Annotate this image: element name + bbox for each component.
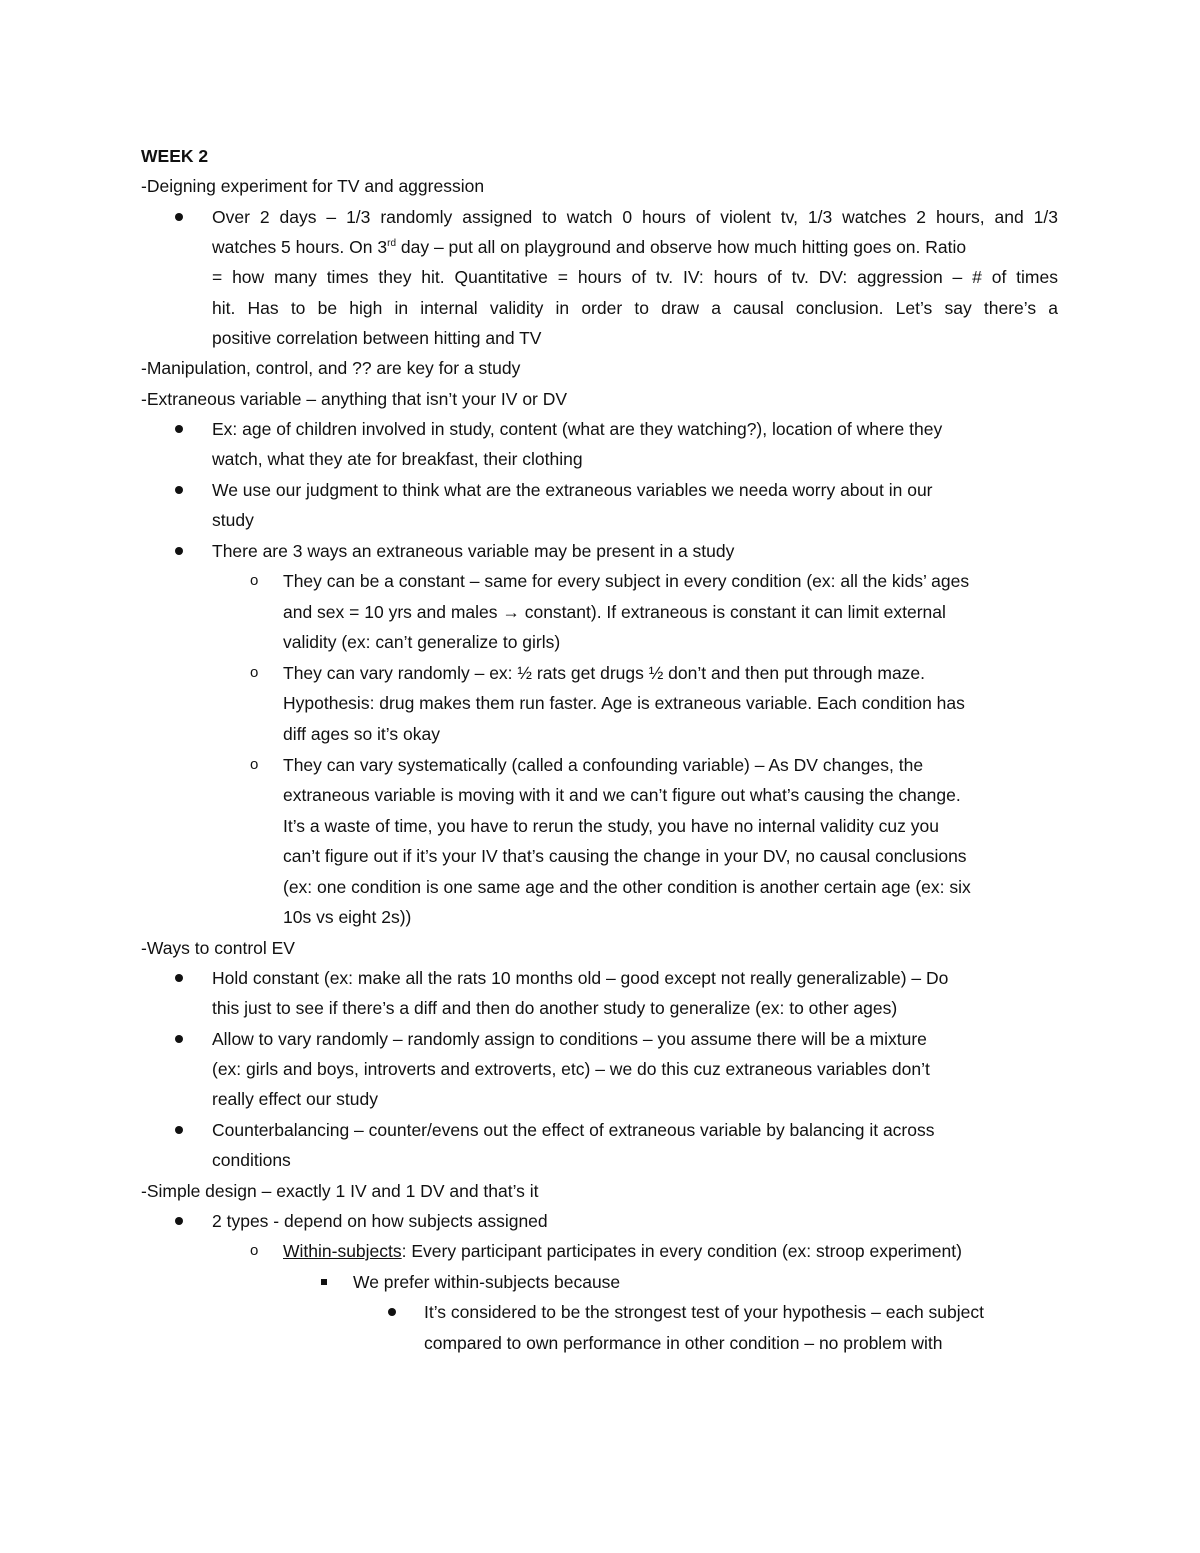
text-line: (ex: girls and boys, introverts and extroverts, etc) – we do this cuz extraneous variables don’t <box>212 1059 930 1079</box>
text-line: Ex: age of children involved in study, content (what are they watching?), location of where they <box>212 419 943 439</box>
text-line: 2 types - depend on how subjects assigned <box>212 1211 548 1231</box>
text-line: and sex = 10 yrs and males → constant). If extraneous is constant it can limit external <box>283 602 946 622</box>
text-line: really effect our study <box>212 1089 379 1109</box>
text-line: -Ways to control EV <box>141 938 295 958</box>
text-line: = how many times they hit. Quantitative = hours of tv. IV: hours of tv. DV: aggression – # of times <box>212 267 1058 287</box>
bullet-icon <box>175 974 183 982</box>
page-title: WEEK 2 <box>141 146 209 166</box>
hollow-bullet-icon: o <box>250 1242 259 1259</box>
text-span: day – put all on playground and observe how much hitting goes on. Ratio <box>396 237 967 257</box>
bullet-icon <box>175 1217 183 1225</box>
text-line: There are 3 ways an extraneous variable may be present in a study <box>212 541 735 561</box>
text-line: Counterbalancing – counter/evens out the effect of extraneous variable by balancing it across <box>212 1120 935 1140</box>
bullet-icon <box>175 486 183 494</box>
text-line: Over 2 days – 1/3 randomly assigned to watch 0 hours of violent tv, 1/3 watches 2 hours, and 1/3 <box>212 207 1058 227</box>
text-line: can’t figure out if it’s your IV that’s causing the change in your DV, no causal conclusions <box>283 846 967 866</box>
text-line: validity (ex: can’t generalize to girls) <box>283 632 561 652</box>
text-line: Allow to vary randomly – randomly assign to conditions – you assume there will be a mixture <box>212 1029 927 1049</box>
bullet-icon <box>175 547 183 555</box>
text-line: Hold constant (ex: make all the rats 10 months old – good except not really generalizable) – Do <box>212 968 949 988</box>
text-line: -Manipulation, control, and ?? are key for a study <box>141 358 521 378</box>
text-line: -Extraneous variable – anything that isn’t your IV or DV <box>141 389 568 409</box>
text-line: It’s a waste of time, you have to rerun the study, you have no internal validity cuz you <box>283 816 939 836</box>
text-line: They can be a constant – same for every subject in every condition (ex: all the kids’ ages <box>283 571 970 591</box>
text-line: (ex: one condition is one same age and the other condition is another certain age (ex: six <box>283 877 971 897</box>
text-line: compared to own performance in other condition – no problem with <box>424 1333 943 1353</box>
hollow-bullet-icon: o <box>250 664 259 681</box>
text-line <box>283 1240 962 1262</box>
text-span: watches 5 hours. On 3 <box>212 237 388 257</box>
text-line: extraneous variable is moving with it and we can’t figure out what’s causing the change. <box>283 785 961 805</box>
bullet-icon <box>175 425 183 433</box>
text-line: It’s considered to be the strongest test of your hypothesis – each subject <box>424 1302 985 1322</box>
text-line: positive correlation between hitting and TV <box>212 328 542 348</box>
bullet-icon <box>388 1308 396 1316</box>
text-line: -Simple design – exactly 1 IV and 1 DV and that’s it <box>141 1181 539 1201</box>
square-bullet-icon <box>321 1279 327 1285</box>
bullet-icon <box>175 1035 183 1043</box>
text-line <box>212 236 1058 258</box>
bullet-icon <box>175 213 183 221</box>
underlined-term: Within-subjects <box>283 1241 402 1261</box>
hollow-bullet-icon: o <box>250 756 259 773</box>
text-line: conditions <box>212 1150 291 1170</box>
text-span: : Every participant participates in every condition (ex: stroop experiment) <box>401 1241 962 1261</box>
text-line: diff ages so it’s okay <box>283 724 440 744</box>
superscript: rd <box>387 238 397 250</box>
text-line: hit. Has to be high in internal validity in order to draw a causal conclusion. Let’s say there’s a <box>212 298 1058 318</box>
bullet-icon <box>175 1126 183 1134</box>
text-line: study <box>212 510 254 530</box>
text-line: We prefer within-subjects because <box>353 1272 621 1292</box>
hollow-bullet-icon: o <box>250 572 259 589</box>
text-line: They can vary randomly – ex: ½ rats get drugs ½ don’t and then put through maze. <box>283 663 926 683</box>
text-line: watch, what they ate for breakfast, their clothing <box>212 449 583 469</box>
text-line: They can vary systematically (called a confounding variable) – As DV changes, the <box>283 755 924 775</box>
text-line: 10s vs eight 2s)) <box>283 907 412 927</box>
text-line: this just to see if there’s a diff and then do another study to generalize (ex: to other ages) <box>212 998 898 1018</box>
text-line: Hypothesis: drug makes them run faster. Age is extraneous variable. Each condition has <box>283 693 965 713</box>
text-line: We use our judgment to think what are the extraneous variables we needa worry about in our <box>212 480 933 500</box>
text-line: -Deigning experiment for TV and aggression <box>141 176 485 196</box>
